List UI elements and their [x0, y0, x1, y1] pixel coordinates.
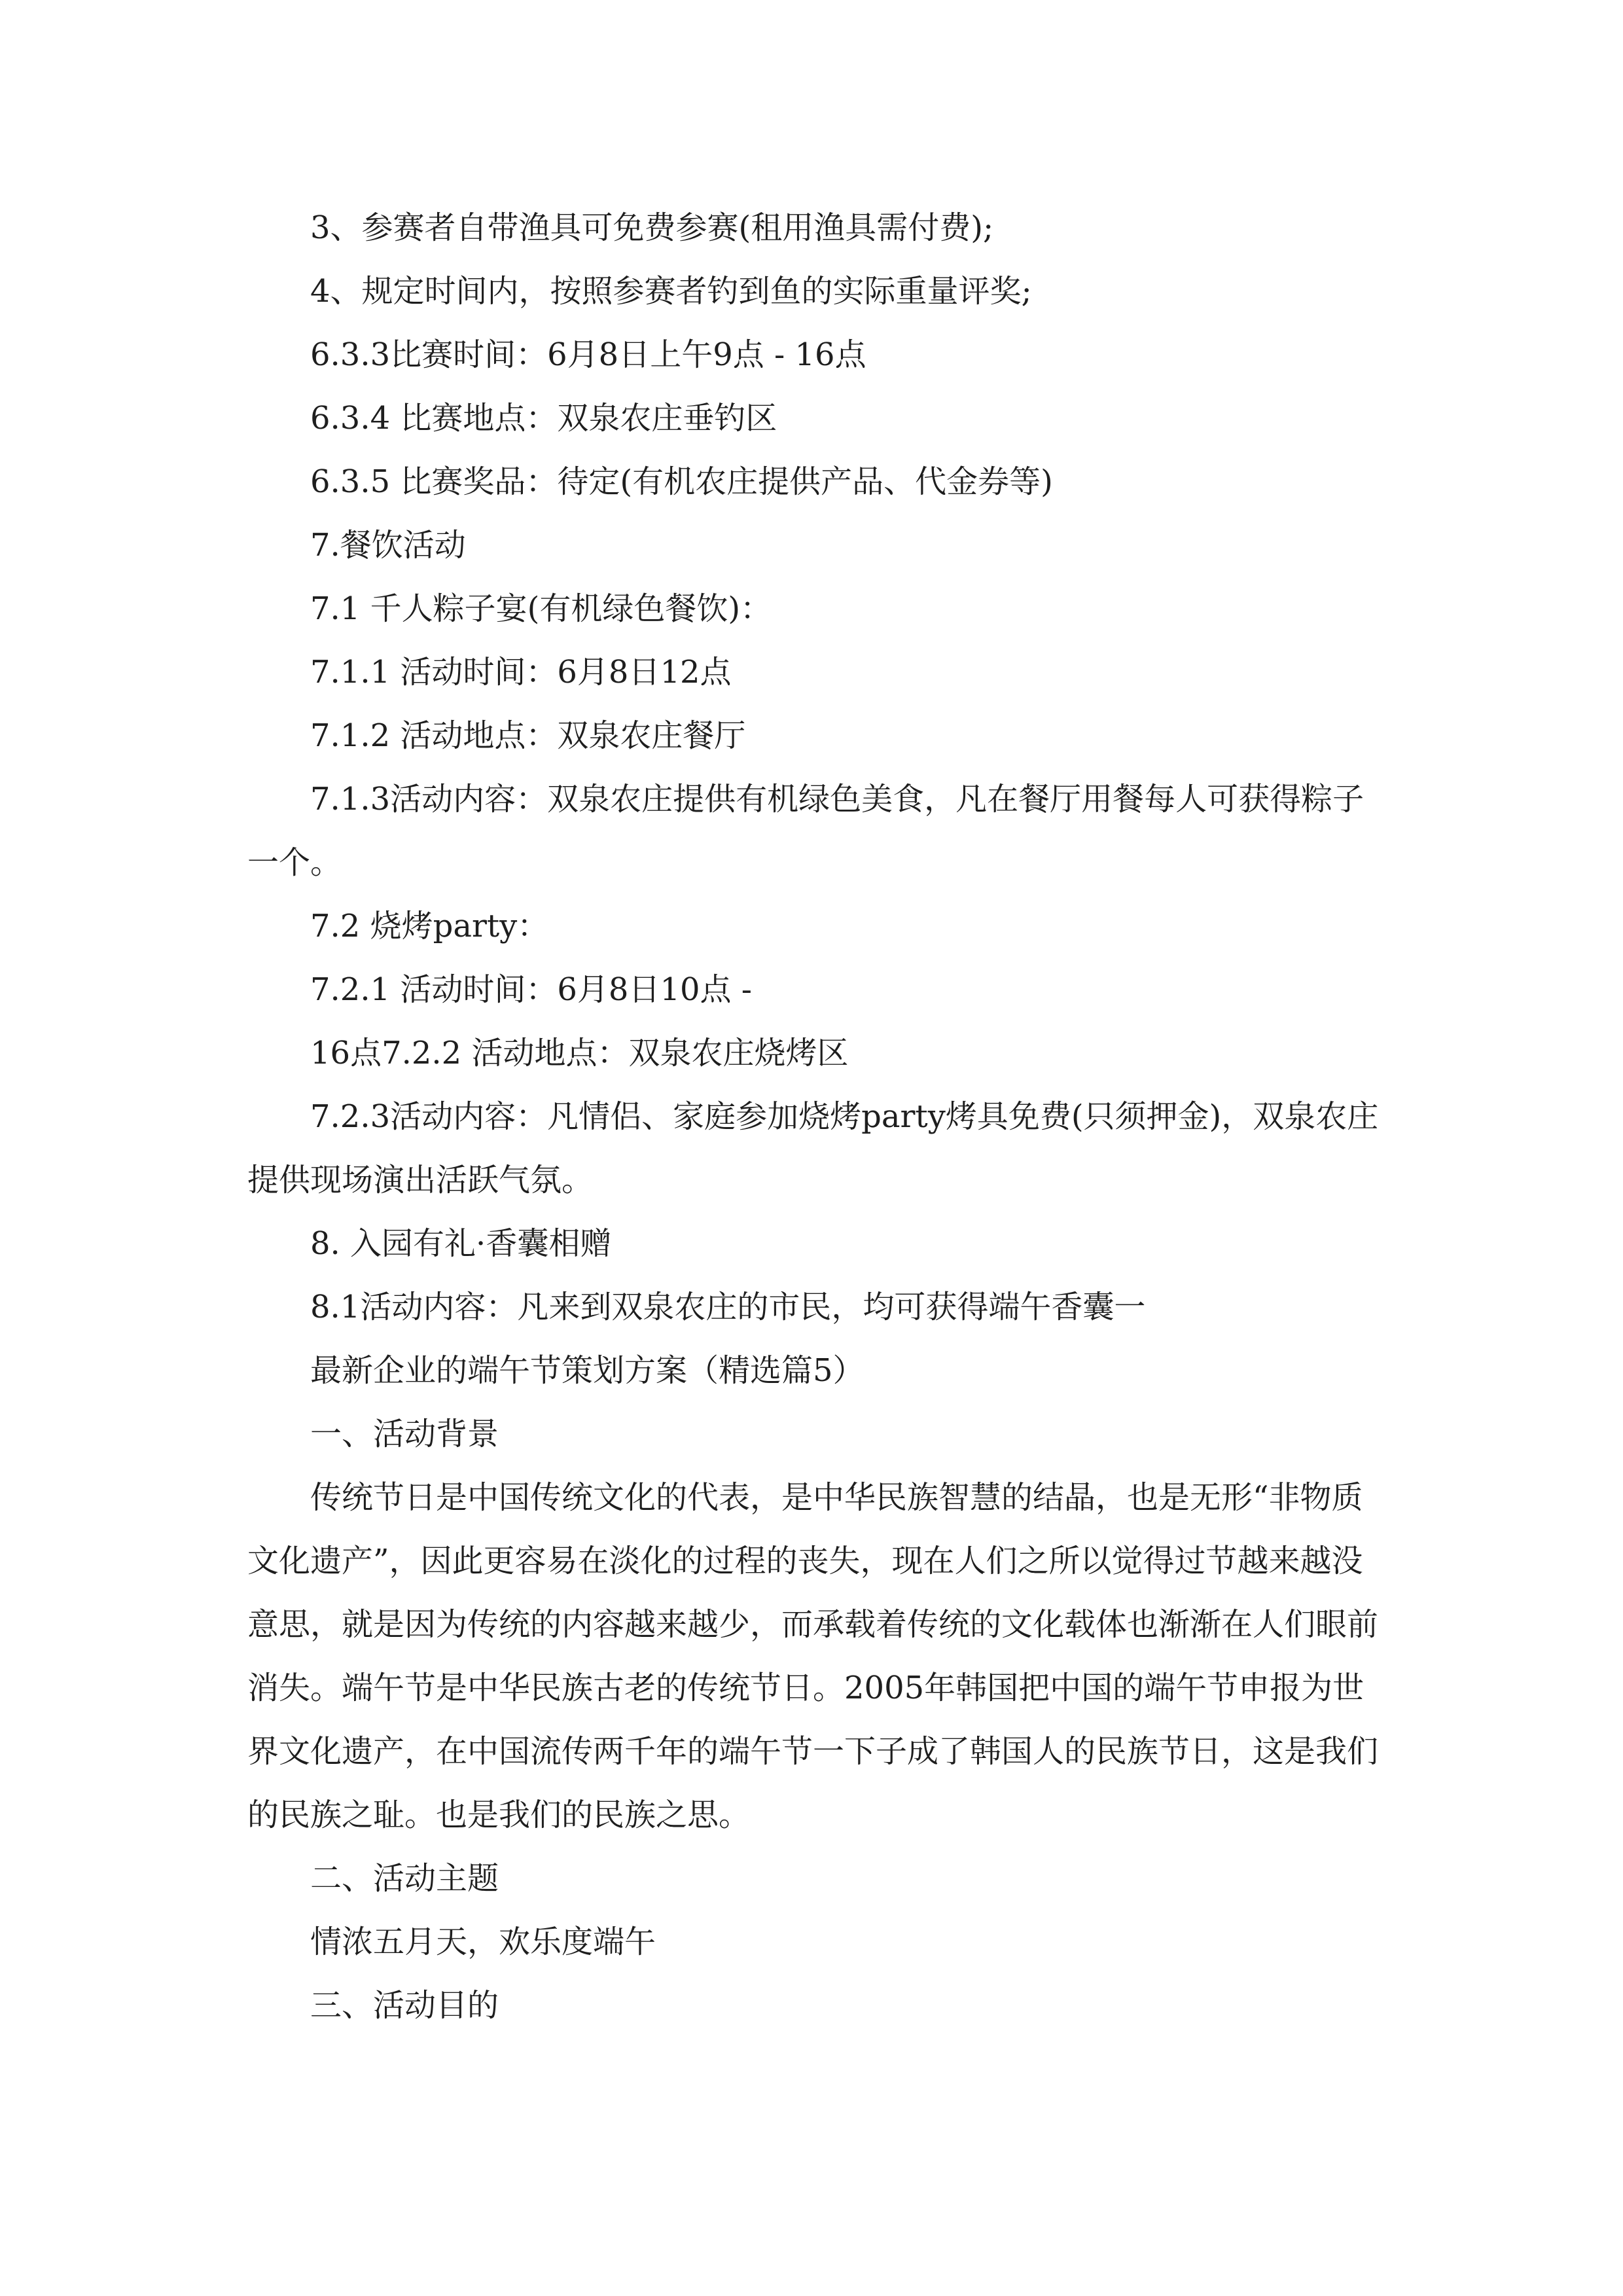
contest-location: 6.3.4 比赛地点：双泉农庄垂钓区: [310, 400, 777, 437]
rule-paragraph: 4、规定时间内，按照参赛者钓到鱼的实际重量评奖;: [310, 273, 1032, 310]
contest-time: 6.3.3比赛时间：6月8日上午9点 - 16点: [310, 336, 866, 373]
background-paragraph: 传统节日是中国传统文化的代表，是中华民族智慧的结晶，也是无形“非物质文化遗产”，因此更容易在淡化的过程的丧失，现在人们之所以觉得过节越来越没意思，就是因为传统的内容越来越少，而承载着传统的文化载体也渐渐在人们眼前消失。端午节是中华民族古老的传统节日。2005年韩国把中国的端午节申报为世界文化遗产，在中国流传两千年的端午节一下子成了韩国人的民族节日，这是我们的民族之耻。也是我们的民族之思。: [247, 1479, 1379, 1833]
contest-prize: 6.3.5 比赛奖品：待定(有机农庄提供产品、代金券等): [310, 463, 1053, 500]
activity-location: 7.1.2 活动地点：双泉农庄餐厅: [310, 717, 746, 754]
document-body: [247, 196, 1386, 2037]
theme-text: 情浓五月天，欢乐度端午: [310, 1924, 656, 1960]
article-title: 最新企业的端午节策划方案（精选篇5）: [310, 1352, 865, 1389]
section-heading: 二、活动主题: [310, 1860, 499, 1897]
activity-content: 8.1活动内容：凡来到双泉农庄的市民，均可获得端午香囊一: [310, 1289, 1146, 1325]
activity-time: 7.1.1 活动时间：6月8日12点: [310, 654, 732, 691]
section-heading: 一、活动背景: [310, 1416, 499, 1452]
section-heading: 7.餐饮活动: [310, 527, 466, 564]
activity-location: 16点7.2.2 活动地点：双泉农庄烧烤区: [310, 1035, 849, 1071]
activity-time: 7.2.1 活动时间：6月8日10点 -: [310, 971, 753, 1008]
section-heading: 8. 入园有礼·香囊相赠: [310, 1225, 612, 1262]
section-heading: 三、活动目的: [310, 1987, 499, 2024]
subsection-heading: 7.2 烧烤party：: [310, 908, 549, 944]
subsection-heading: 7.1 千人粽子宴(有机绿色餐饮)：: [310, 590, 772, 627]
activity-content: 7.2.3活动内容：凡情侣、家庭参加烧烤party烤具免费(只须押金)，双泉农庄提供现场演出活跃气氛。: [247, 1098, 1379, 1198]
rule-paragraph: 3、参赛者自带渔具可免费参赛(租用渔具需付费);: [310, 209, 994, 246]
activity-content: 7.1.3活动内容：双泉农庄提供有机绿色美食，凡在餐厅用餐每人可获得粽子一个。: [247, 781, 1364, 881]
